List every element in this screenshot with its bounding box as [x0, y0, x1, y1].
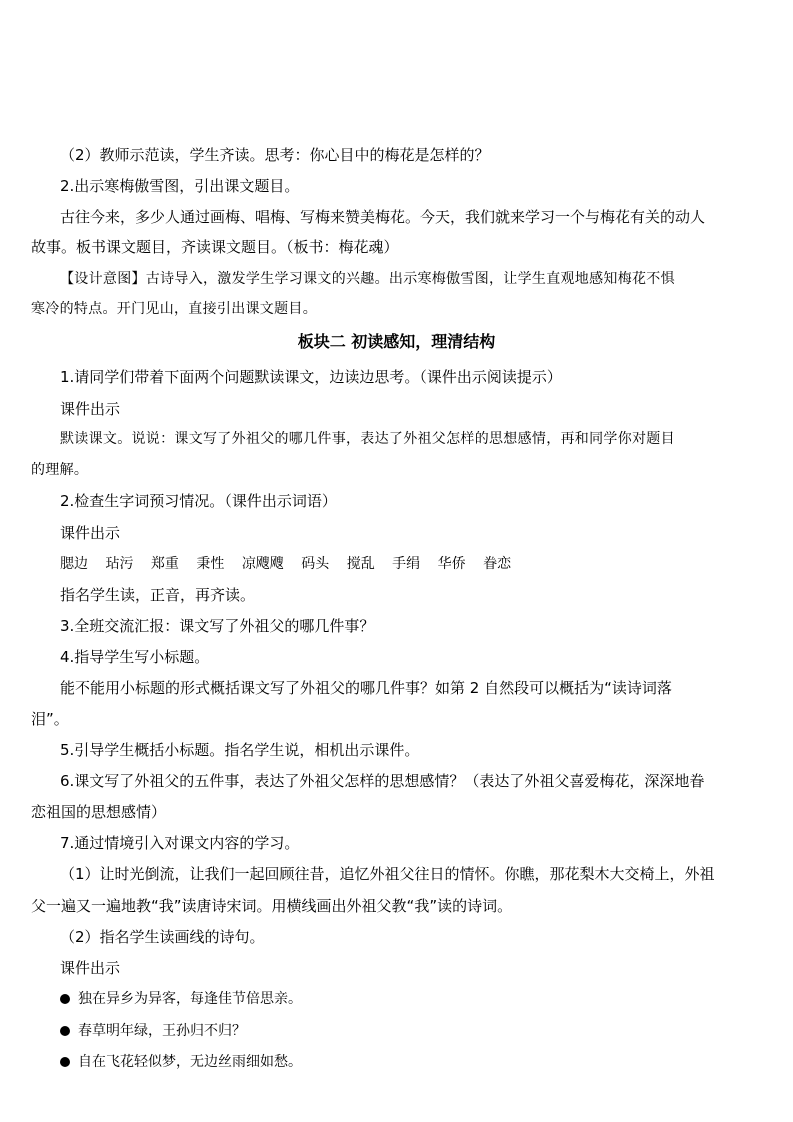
text-line: 泪”。	[31, 710, 69, 728]
text-line: 1.请同学们带着下面两个问题默读课文，边读边思考。（课件出示阅读提示）	[60, 368, 562, 386]
section-heading: 板块二 初读感知，理清结构	[297, 332, 496, 351]
text-line: 父一遍又一遍地教“我”读唐诗宋词。用横线画出外祖父教“我”读的诗词。	[31, 897, 513, 915]
text-line: （2）指名学生读画线的诗句。	[60, 928, 265, 946]
text-line: （2）教师示范读，学生齐读。思考：你心目中的梅花是怎样的？	[60, 146, 490, 164]
poem-item	[60, 1052, 302, 1072]
text-line: 能不能用小标题的形式概括课文写了外祖父的哪几件事？如第 2 自然段可以概括为“读诗词落	[60, 679, 672, 697]
poem-item	[60, 1021, 246, 1041]
vocab-word: 郑重	[150, 556, 179, 572]
text-line: 4.指导学生写小标题。	[60, 648, 210, 666]
vocab-word: 华侨	[437, 556, 466, 572]
bullet-icon	[60, 994, 70, 1004]
vocab-word: 手绢	[392, 556, 421, 572]
text-line: 6.课文写了外祖父的五件事，表达了外祖父怎样的思想感情？（表达了外祖父喜爱梅花，深深地眷	[60, 772, 705, 790]
text-line: 古往今来，多少人通过画梅、唱梅、写梅来赞美梅花。今天，我们就来学习一个与梅花有关的动人	[60, 208, 706, 226]
reading-prompt-line: 的理解。	[31, 462, 89, 478]
vocab-word: 腮边	[60, 556, 88, 572]
vocab-word: 秉性	[196, 556, 225, 572]
vocab-word: 搅乱	[346, 556, 375, 572]
text-line: 3.全班交流汇报：课文写了外祖父的哪几件事？	[60, 617, 375, 635]
text-line: 2.检查生字词预习情况。（课件出示词语）	[60, 492, 337, 510]
text-line: 2.出示寒梅傲雪图，引出课文题目。	[60, 177, 300, 195]
text-line: 指名学生读，正音，再齐读。	[60, 586, 256, 604]
design-intent-line: 寒冷的特点。开门见山，直接引出课文题目。	[31, 301, 317, 317]
design-intent-line: 【设计意图】古诗导入，激发学生学习课文的兴趣。出示寒梅傲雪图，让学生直观地感知梅花不惧	[60, 271, 675, 287]
courseware-label: 课件出示	[60, 400, 121, 418]
poem-text: 自在飞花轻似梦，无边丝雨细如愁。	[78, 1054, 302, 1070]
vocab-word: 凉飕飕	[241, 556, 284, 572]
poem-text: 春草明年绿，王孙归不归？	[78, 1023, 246, 1039]
text-line: （1）让时光倒流，让我们一起回顾往昔，追忆外祖父往日的情怀。你瞧，那花梨木大交椅上，外祖	[60, 865, 715, 883]
vocab-word: 码头	[301, 556, 330, 572]
poem-text: 独在异乡为异客，每逢佳节倍思亲。	[78, 991, 302, 1007]
text-line: 恋祖国的思想感情）	[31, 803, 167, 821]
text-line: 5.引导学生概括小标题。指名学生说，相机出示课件。	[60, 741, 420, 759]
text-line: 故事。板书课文题目，齐读课文题目。（板书：梅花魂）	[31, 238, 399, 256]
vocab-word: 眷恋	[483, 556, 512, 572]
courseware-label: 课件出示	[60, 524, 121, 542]
reading-prompt-line: 默读课文。说说：课文写了外祖父的哪几件事，表达了外祖父怎样的思想感情，再和同学你对题目	[60, 431, 675, 447]
bullet-icon	[60, 1057, 70, 1067]
text-line: 7.通过情境引入对课文内容的学习。	[60, 834, 300, 852]
vocab-word: 玷污	[105, 556, 134, 572]
courseware-label: 课件出示	[60, 959, 121, 977]
bullet-icon	[60, 1026, 70, 1036]
poem-item	[60, 989, 302, 1009]
vocabulary-list	[60, 554, 524, 574]
